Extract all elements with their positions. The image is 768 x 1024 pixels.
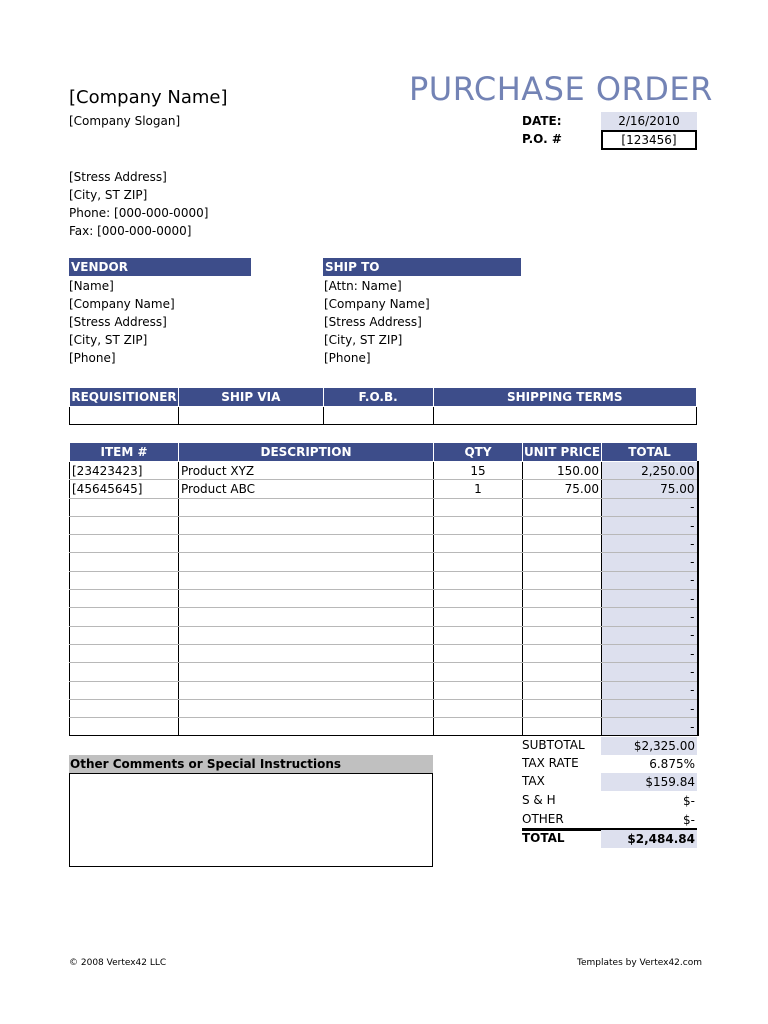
total-value: $2,484.84 — [601, 830, 697, 848]
table-row — [70, 516, 698, 534]
page-title: PURCHASE ORDER — [409, 70, 713, 108]
description-cell[interactable] — [179, 608, 434, 626]
unit-price-cell[interactable] — [523, 718, 602, 736]
qty-cell[interactable] — [434, 535, 523, 553]
qty-cell[interactable] — [434, 681, 523, 699]
qty-cell[interactable] — [434, 699, 523, 717]
line-items-table — [69, 442, 699, 736]
tax-rate-label: TAX RATE — [522, 756, 579, 770]
ship-to-phone[interactable]: [Phone] — [324, 351, 371, 365]
total-cell: - — [602, 553, 698, 571]
requisitioner-header: REQUISITIONER — [70, 388, 179, 407]
unit-price-cell[interactable] — [523, 516, 602, 534]
total-cell: - — [602, 590, 698, 608]
unit-price-cell[interactable]: 150.00 — [523, 462, 602, 480]
table-row — [70, 498, 698, 516]
sh-value[interactable]: $- — [683, 794, 695, 808]
item-number-cell[interactable]: [23423423] — [70, 462, 179, 480]
unit-price-cell[interactable] — [523, 699, 602, 717]
description-cell[interactable] — [179, 699, 434, 717]
ship-to-address — [324, 277, 430, 367]
tax-label: TAX — [522, 774, 545, 788]
item-number-cell[interactable] — [70, 553, 179, 571]
description-header: DESCRIPTION — [179, 443, 434, 462]
unit-price-cell[interactable] — [523, 571, 602, 589]
unit-price-cell[interactable] — [523, 608, 602, 626]
qty-cell[interactable] — [434, 644, 523, 662]
total-cell: 2,250.00 — [602, 462, 698, 480]
table-row — [70, 571, 698, 589]
item-number-cell[interactable] — [70, 663, 179, 681]
total-cell: - — [602, 681, 698, 699]
description-cell[interactable] — [179, 590, 434, 608]
item-number-cell[interactable] — [70, 535, 179, 553]
unit-price-cell[interactable] — [523, 663, 602, 681]
item-number-cell[interactable] — [70, 608, 179, 626]
qty-cell[interactable] — [434, 553, 523, 571]
unit-price-cell[interactable] — [523, 590, 602, 608]
total-cell: - — [602, 571, 698, 589]
qty-cell[interactable] — [434, 718, 523, 736]
qty-cell[interactable] — [434, 498, 523, 516]
company-name: [Company Name] — [69, 87, 228, 108]
shipping-terms-field[interactable] — [433, 407, 697, 425]
table-row — [70, 663, 698, 681]
item-number-cell[interactable] — [70, 718, 179, 736]
table-row — [70, 608, 698, 626]
po-number-field[interactable]: [123456] — [601, 130, 697, 150]
description-cell[interactable] — [179, 681, 434, 699]
total-cell: - — [602, 699, 698, 717]
vendor-company[interactable]: [Company Name] — [69, 297, 175, 311]
ship-via-field[interactable] — [178, 407, 323, 425]
table-row — [70, 480, 698, 498]
description-cell[interactable] — [179, 571, 434, 589]
item-number-cell[interactable]: [45645645] — [70, 480, 179, 498]
total-cell: 75.00 — [602, 480, 698, 498]
tax-rate-value[interactable]: 6.875% — [649, 757, 695, 771]
qty-cell[interactable] — [434, 626, 523, 644]
tax-value: $159.84 — [601, 773, 697, 791]
qty-cell[interactable] — [434, 571, 523, 589]
company-address — [69, 168, 208, 240]
qty-cell[interactable] — [434, 608, 523, 626]
qty-cell[interactable] — [434, 516, 523, 534]
description-cell[interactable]: Product XYZ — [179, 462, 434, 480]
vendor-phone[interactable]: [Phone] — [69, 351, 116, 365]
fob-header: F.O.B. — [323, 388, 433, 407]
item-number-cell[interactable] — [70, 699, 179, 717]
company-slogan: [Company Slogan] — [69, 114, 181, 128]
unit-price-cell[interactable] — [523, 553, 602, 571]
vendor-address — [69, 277, 175, 367]
item-number-cell[interactable] — [70, 626, 179, 644]
description-cell[interactable]: Product ABC — [179, 480, 434, 498]
item-number-cell[interactable] — [70, 590, 179, 608]
qty-header: QTY — [434, 443, 523, 462]
vendor-header: VENDOR — [69, 258, 251, 276]
table-row — [70, 553, 698, 571]
description-cell[interactable] — [179, 535, 434, 553]
total-cell: - — [602, 663, 698, 681]
total-cell: - — [602, 498, 698, 516]
ship-to-street[interactable]: [Stress Address] — [324, 315, 422, 329]
total-cell: - — [602, 626, 698, 644]
date-value[interactable]: 2/16/2010 — [601, 112, 697, 130]
unit-price-cell[interactable] — [523, 498, 602, 516]
total-label: TOTAL — [522, 831, 565, 845]
table-row — [70, 699, 698, 717]
table-row — [70, 718, 698, 736]
unit-price-cell[interactable]: 75.00 — [523, 480, 602, 498]
qty-cell[interactable] — [434, 663, 523, 681]
description-cell[interactable] — [179, 718, 434, 736]
shipping-info-table — [69, 387, 697, 425]
description-cell[interactable] — [179, 626, 434, 644]
fob-field[interactable] — [323, 407, 433, 425]
comments-header: Other Comments or Special Instructions — [69, 755, 433, 773]
ship-to-company[interactable]: [Company Name] — [324, 297, 430, 311]
company-city: [City, ST ZIP] — [69, 188, 148, 202]
total-cell: - — [602, 516, 698, 534]
description-cell[interactable] — [179, 498, 434, 516]
ship-to-attn[interactable]: [Attn: Name] — [324, 279, 402, 293]
comments-textarea[interactable] — [69, 773, 433, 867]
description-cell[interactable] — [179, 553, 434, 571]
total-header: TOTAL — [602, 443, 698, 462]
description-cell[interactable] — [179, 516, 434, 534]
item-number-cell[interactable] — [70, 644, 179, 662]
item-number-header: ITEM # — [70, 443, 179, 462]
subtotal-value: $2,325.00 — [601, 737, 697, 755]
item-number-cell[interactable] — [70, 681, 179, 699]
vendor-city[interactable]: [City, ST ZIP] — [69, 333, 148, 347]
total-cell: - — [602, 608, 698, 626]
qty-cell[interactable]: 1 — [434, 480, 523, 498]
item-number-cell[interactable] — [70, 498, 179, 516]
company-fax: Fax: [000-000-0000] — [69, 224, 192, 238]
vendor-street[interactable]: [Stress Address] — [69, 315, 167, 329]
unit-price-cell[interactable] — [523, 681, 602, 699]
table-row — [70, 626, 698, 644]
ship-to-header: SHIP TO — [323, 258, 521, 276]
company-phone: Phone: [000-000-0000] — [69, 206, 209, 220]
other-value[interactable]: $- — [683, 813, 695, 827]
table-row — [70, 462, 698, 480]
table-row — [70, 535, 698, 553]
unit-price-header: UNIT PRICE — [523, 443, 602, 462]
shipping-terms-header: SHIPPING TERMS — [433, 388, 697, 407]
table-row — [70, 590, 698, 608]
description-cell[interactable] — [179, 663, 434, 681]
unit-price-cell[interactable] — [523, 535, 602, 553]
subtotal-label: SUBTOTAL — [522, 738, 585, 752]
date-label: DATE: — [522, 114, 562, 128]
footer-copyright: © 2008 Vertex42 LLC — [69, 958, 167, 968]
table-row — [70, 681, 698, 699]
item-number-cell[interactable] — [70, 571, 179, 589]
ship-to-city[interactable]: [City, ST ZIP] — [324, 333, 403, 347]
requisitioner-field[interactable] — [70, 407, 179, 425]
po-label: P.O. # — [522, 132, 562, 146]
qty-cell[interactable] — [434, 590, 523, 608]
qty-cell[interactable]: 15 — [434, 462, 523, 480]
company-street: [Stress Address] — [69, 170, 167, 184]
item-number-cell[interactable] — [70, 516, 179, 534]
total-cell: - — [602, 718, 698, 736]
other-label: OTHER — [522, 812, 564, 826]
sh-label: S & H — [522, 793, 556, 807]
footer-templates-link[interactable]: Templates by Vertex42.com — [577, 958, 702, 968]
unit-price-cell[interactable] — [523, 644, 602, 662]
unit-price-cell[interactable] — [523, 626, 602, 644]
vendor-name[interactable]: [Name] — [69, 279, 114, 293]
description-cell[interactable] — [179, 644, 434, 662]
total-cell: - — [602, 644, 698, 662]
table-row — [70, 644, 698, 662]
total-cell: - — [602, 535, 698, 553]
ship-via-header: SHIP VIA — [178, 388, 323, 407]
